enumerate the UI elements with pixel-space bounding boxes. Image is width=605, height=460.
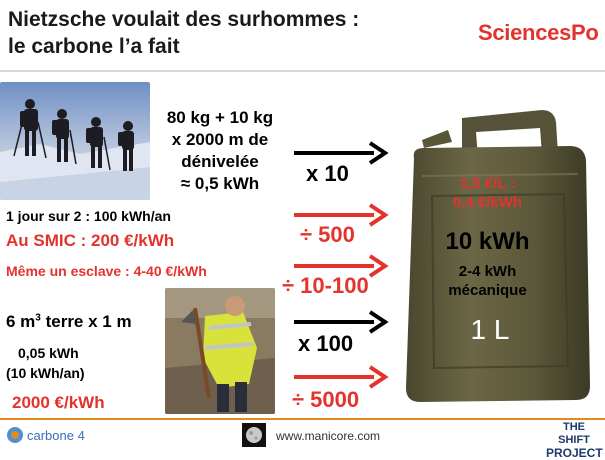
carbone4-label: carbone 4 [27,428,85,443]
footer [0,420,605,460]
fuel-price-text [400,174,575,212]
jerrycan-icon [392,96,597,416]
slide-title [8,6,359,60]
earth-exponent: 3 [35,312,41,324]
earth-suffix: terre x 1 m [40,312,132,331]
hike-line-2: x 2000 m de [171,130,269,149]
hikers-photo [0,82,150,200]
hike-energy-text [150,107,290,195]
earth-volume-text [6,312,132,332]
earth-prefix: 6 m [6,312,36,331]
fuel-volume-text: 1 L [470,314,510,345]
earth-annual-text: (10 kWh/an) [6,365,85,381]
arrow-black-2 [294,312,385,332]
digger-photo [165,288,275,414]
sciencespo-logo: SciencesPo [478,20,599,45]
title-line-1: Nietzsche voulait des surhommes : [8,8,360,31]
multiplier-div10-100: ÷ 10-100 [282,273,369,298]
shift-line-1: THE SHIFT [558,421,590,446]
fuel-price-line-2: 0,4 €/kWh [452,194,523,211]
mechanical-line-2: mécanique [448,282,527,299]
day-rate-text: 1 jour sur 2 : 100 kWh/an [6,208,171,224]
fuel-energy-text: 10 kWh [445,228,530,255]
mechanical-energy-text [400,262,575,300]
smic-cost-text: Au SMIC : 200 €/kWh [6,231,175,250]
hike-line-1: 80 kg + 10 kg [166,108,274,127]
title-divider [0,70,605,72]
moon-icon [242,423,266,447]
hike-line-3: dénivelée [181,152,259,171]
earth-cost-text: 2000 €/kWh [12,393,105,412]
title-line-2: le carbone l’a fait [8,35,180,58]
multiplier-div5000: ÷ 5000 [292,387,360,412]
fuel-price-line-1: 1,5 €/L : [459,175,516,192]
carbone4-logo-icon [6,426,24,444]
multiplier-div500: ÷ 500 [300,222,355,247]
shift-line-2: PROJECT [546,446,603,460]
mechanical-line-1: 2-4 kWh [458,263,517,280]
arrow-red-3 [294,367,385,387]
slave-cost-text: Même un esclave : 4-40 €/kWh [6,263,207,279]
earth-energy-text: 0,05 kWh [18,345,79,361]
hike-line-4: ≈ 0,5 kWh [180,174,260,193]
website-link[interactable]: www.manicore.com [276,429,381,443]
multiplier-x100: x 100 [298,331,354,356]
arrow-black-1 [294,143,385,163]
shift-project-logo [546,421,602,460]
multiplier-x10: x 10 [306,161,349,186]
